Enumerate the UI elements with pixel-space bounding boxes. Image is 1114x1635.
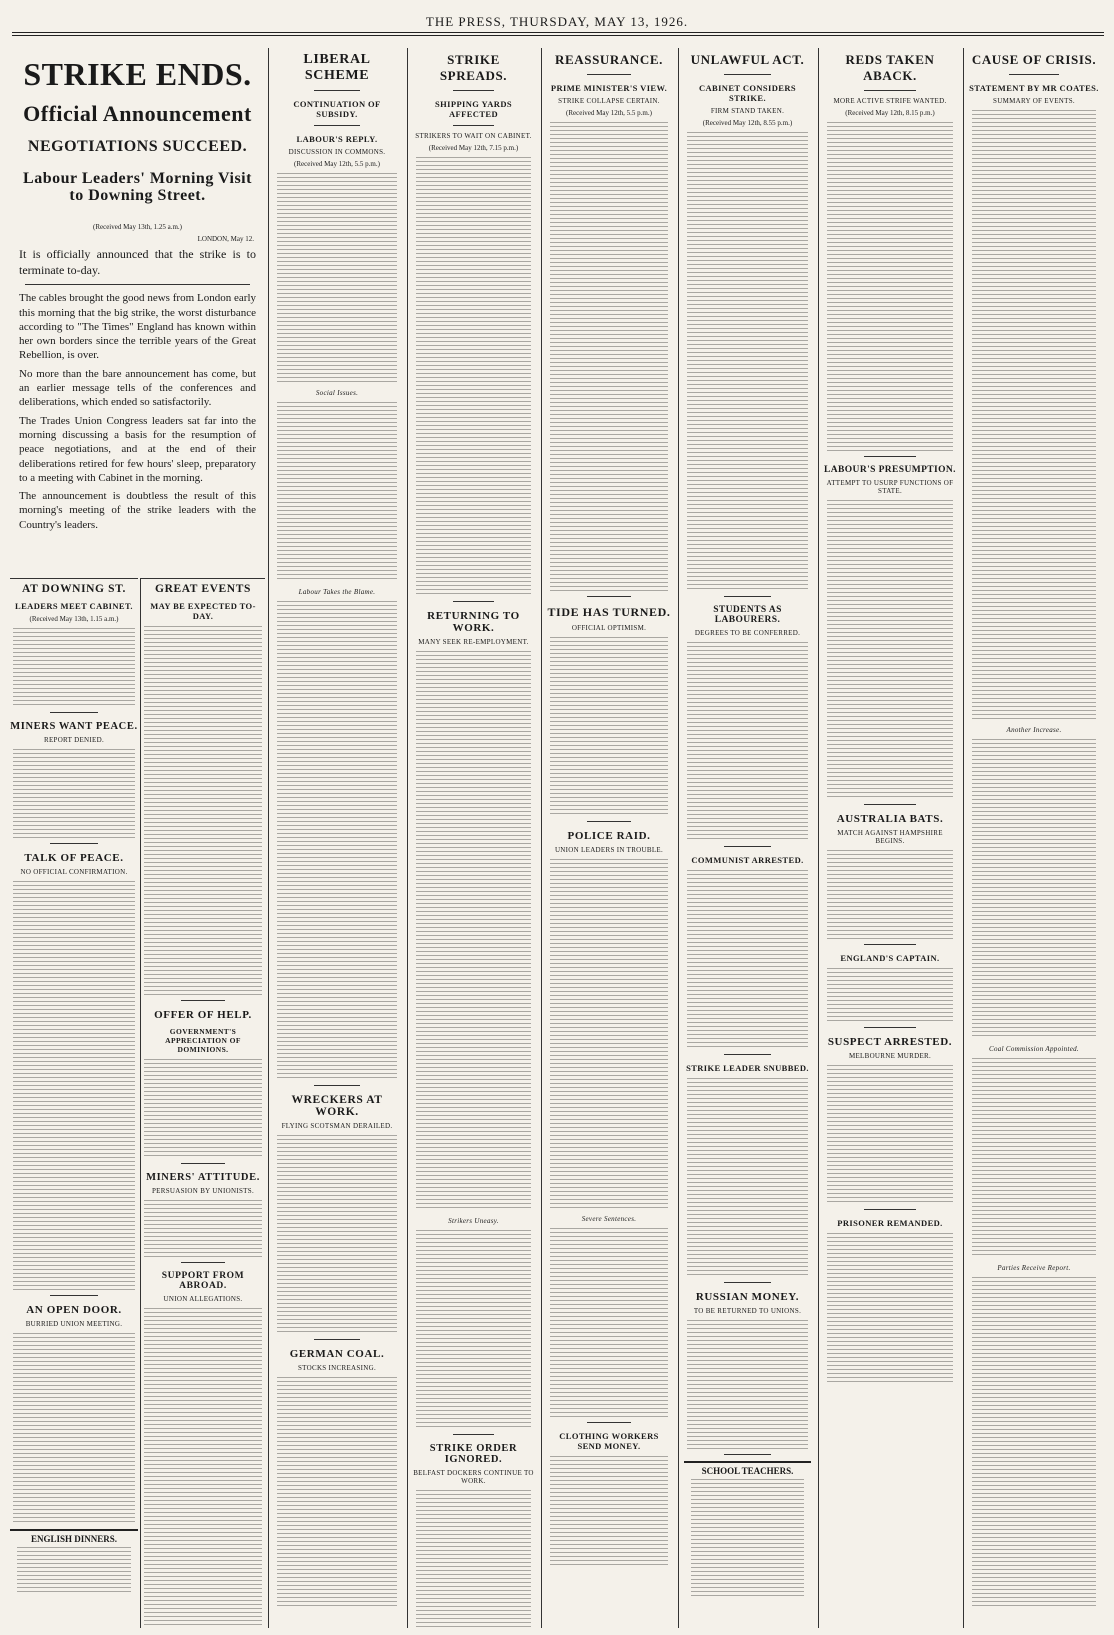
received-line: (Received May 12th, 8.55 p.m.) — [702, 119, 793, 127]
received-line: (Received May 13th, 1.25 a.m.) — [92, 223, 183, 232]
article-text — [144, 626, 262, 996]
divider — [724, 1282, 771, 1283]
strike-leader-snubbed: STRIKE LEADER SNUBBED. — [686, 1063, 809, 1073]
article-text — [687, 132, 808, 592]
article-text — [416, 651, 531, 1211]
no-official-confirmation: NO OFFICIAL CONFIRMATION. — [20, 868, 128, 876]
social-issues: Social Issues. — [315, 389, 359, 397]
support-from-abroad: SUPPORT FROM ABROAD. — [161, 1271, 245, 1291]
divider — [50, 1295, 98, 1296]
official-announcement: Official Announcement — [23, 100, 252, 126]
prime-ministers-view: PRIME MINISTER'S VIEW. — [550, 83, 668, 93]
severe-sentences: Severe Sentences. — [581, 1215, 637, 1223]
received-downing: (Received May 13th, 1.15 a.m.) — [29, 615, 119, 623]
union-leaders-in-trouble: UNION LEADERS IN TROUBLE. — [554, 846, 664, 854]
article-text — [687, 1320, 808, 1450]
column-1 — [10, 48, 265, 1628]
headline-strike-ends: STRIKE ENDS. — [23, 56, 252, 92]
shipping-yards-affected: SHIPPING YARDS AFFECTED — [435, 99, 512, 119]
divider — [587, 74, 631, 75]
to-be-returned: TO BE RETURNED TO UNIONS. — [693, 1307, 802, 1315]
divider — [50, 843, 98, 844]
column-6 — [678, 48, 816, 1628]
summary-of-events: SUMMARY OF EVENTS. — [993, 97, 1075, 105]
article-text — [827, 122, 953, 452]
lede-paragraph: It is officially announced that the strike is to terminate to-day. — [19, 247, 256, 277]
divider — [864, 456, 916, 457]
miners-want-peace: MINERS WANT PEACE. — [10, 721, 138, 732]
cause-of-crisis: CAUSE OF CRISIS. — [971, 52, 1097, 67]
german-coal: GERMAN COAL. — [289, 1348, 385, 1360]
burried-union-meeting: BURRIED UNION MEETING. — [25, 1320, 123, 1328]
belfast-dockers: BELFAST DOCKERS CONTINUE TO WORK. — [413, 1469, 534, 1485]
paragraph-announcement: No more than the bare announcement has come, but an earlier message tells of the conferences and deliberations, which ended so satisfactorily. — [19, 367, 256, 409]
prisoner-remanded: PRISONER REMANDED. — [837, 1218, 943, 1228]
divider — [181, 1262, 225, 1263]
masthead: THE PRESS, THURSDAY, MAY 13, 1926. — [425, 14, 689, 29]
strike-spreads: STRIKE SPREADS. — [439, 52, 508, 83]
article-text — [550, 122, 668, 592]
labours-reply: LABOUR'S REPLY. — [296, 134, 378, 144]
strike-order-ignored: STRIKE ORDER IGNORED. — [429, 1443, 518, 1465]
great-events: GREAT EVENTS — [155, 583, 251, 595]
article-text — [972, 1058, 1096, 1258]
divider — [1009, 74, 1059, 75]
divider — [864, 1027, 916, 1028]
englands-captain: ENGLAND'S CAPTAIN. — [840, 953, 940, 963]
divider — [25, 284, 250, 285]
clothing-workers-send-money: CLOTHING WORKERS SEND MONEY. — [559, 1431, 659, 1451]
divider — [724, 846, 771, 847]
strikers-wait-on-cabinet: STRIKERS TO WAIT ON CABINET. — [415, 132, 532, 140]
labour-leaders-visit: Labour Leaders' Morning Visit to Downing Street. — [23, 170, 252, 205]
divider — [181, 1000, 225, 1001]
degrees-to-be-conferred: DEGREES TO BE CONFERRED. — [694, 629, 801, 637]
australia-bats: AUSTRALIA BATS. — [836, 813, 944, 825]
melbourne-murder: MELBOURNE MURDER. — [848, 1052, 932, 1060]
article-text — [277, 601, 397, 1081]
article-text — [277, 1135, 397, 1335]
many-seek-re-employment: MANY SEEK RE-EMPLOYMENT. — [418, 638, 529, 646]
divider — [453, 125, 494, 126]
divider — [453, 90, 494, 91]
divider — [724, 596, 771, 597]
communist-arrested: COMMUNIST ARRESTED. — [691, 855, 804, 865]
subcolumn-1b — [140, 578, 265, 1628]
column-7 — [818, 48, 961, 1628]
strike-collapse-certain: STRIKE COLLAPSE CERTAIN. — [558, 97, 660, 105]
returning-to-work: RETURNING TO WORK. — [427, 610, 520, 634]
column-4 — [407, 48, 539, 1628]
wreckers-at-work: WRECKERS AT WORK. — [291, 1094, 383, 1118]
masthead-rule-top — [12, 32, 1104, 33]
discussion-in-commons: DISCUSSION IN COMMONS. — [288, 148, 386, 156]
union-allegations: UNION ALLEGATIONS. — [163, 1295, 243, 1303]
article-text — [416, 1490, 531, 1628]
paragraph-meeting: The announcement is doubtless the result of this morning's meeting of the strike leaders with the Country's leaders. — [19, 490, 256, 531]
divider — [314, 90, 360, 91]
may-be-expected: MAY BE EXPECTED TO-DAY. — [150, 601, 256, 621]
column-5 — [541, 48, 676, 1628]
article-text — [972, 739, 1096, 1039]
advertisement — [10, 1529, 138, 1602]
negotiations-succeed: NEGOTIATIONS SUCCEED. — [27, 137, 248, 155]
liberal-scheme: LIBERAL SCHEME — [303, 52, 371, 83]
article-text — [550, 1456, 668, 1566]
subcolumn-1a — [10, 578, 138, 1602]
downing-st-heading: AT DOWNING ST. — [22, 583, 126, 595]
place-line: LONDON, May 12. — [197, 235, 254, 244]
open-door: AN OPEN DOOR. — [26, 1304, 122, 1316]
labour-takes-blame: Labour Takes the Blame. — [298, 588, 376, 596]
divider — [864, 944, 916, 945]
unlawful-act: UNLAWFUL ACT. — [690, 52, 805, 67]
suspect-arrested: SUSPECT ARRESTED. — [827, 1036, 953, 1048]
cabinet-considers-strike: CABINET CONSIDERS STRIKE. — [698, 83, 797, 103]
paragraph-congress: The Trades Union Congress leaders sat far into the morning discussing a basis for the resumption of peace negotiations, and at the end of their deliberations retired for few hours' sleep, preparatory to a meeting with Cabinet in the morning. — [19, 414, 256, 484]
firm-stand-taken: FIRM STAND TAKEN. — [710, 107, 785, 115]
article-text — [827, 1233, 953, 1383]
article-text — [827, 1065, 953, 1205]
masthead-rule-bottom — [12, 35, 1104, 36]
reassurance: REASSURANCE. — [555, 52, 663, 67]
divider — [864, 90, 916, 91]
article-text — [827, 500, 953, 800]
attempt-to-usurp: ATTEMPT TO USURP FUNCTIONS OF STATE. — [826, 479, 954, 495]
article-text — [144, 1059, 262, 1159]
labours-presumption: LABOUR'S PRESUMPTION. — [824, 465, 956, 475]
article-text — [416, 1230, 531, 1430]
divider — [724, 1454, 771, 1455]
strikers-uneasy: Strikers Uneasy. — [448, 1217, 499, 1225]
article-text — [144, 1200, 262, 1258]
divider — [453, 601, 494, 602]
paragraph-cables: The cables brought the good news from London early this morning that the big strike, the worst disturbance according to "The Times" England has known within her own borders since the terrible years of the Great Rebellion, is over. — [19, 292, 256, 362]
article-text — [13, 881, 135, 1291]
divider — [314, 1339, 360, 1340]
leaders-meet-heading: LEADERS MEET CABINET. — [15, 601, 133, 611]
column-3 — [268, 48, 405, 1628]
divider — [50, 712, 98, 713]
official-optimism: OFFICIAL OPTIMISM. — [571, 624, 647, 632]
article-text — [13, 749, 135, 839]
divider — [314, 1085, 360, 1086]
article-text — [972, 1277, 1096, 1607]
article-text — [550, 637, 668, 817]
english-dinners: ENGLISH DINNERS. — [30, 1534, 118, 1544]
coal-commission-appointed: Coal Commission Appointed. — [989, 1045, 1079, 1053]
russian-money: RUSSIAN MONEY. — [695, 1291, 800, 1303]
article-text — [687, 870, 808, 1050]
continuation-of-subsidy: CONTINUATION OF SUBSIDY. — [293, 99, 381, 119]
received-line: (Received May 12th, 5.5 p.m.) — [566, 109, 652, 117]
article-text — [827, 850, 953, 940]
article-text — [550, 859, 668, 1209]
offer-of-help: OFFER OF HELP. — [154, 1009, 252, 1021]
divider — [864, 1209, 916, 1210]
divider — [864, 804, 916, 805]
stocks-increasing: STOCKS INCREASING. — [297, 1364, 376, 1372]
police-raid: POLICE RAID. — [567, 830, 651, 842]
article-text — [277, 173, 397, 383]
received-line: (Received May 12th, 7.15 p.m.) — [428, 144, 519, 152]
ad-text — [17, 1547, 131, 1595]
school-teachers: SCHOOL TEACHERS. — [701, 1466, 794, 1476]
column-8 — [963, 48, 1104, 1628]
tide-has-turned: TIDE HAS TURNED. — [547, 605, 671, 619]
reds-taken-aback: REDS TAKEN ABACK. — [845, 52, 935, 83]
statement-by-coates: STATEMENT BY MR COATES. — [969, 83, 1099, 93]
article-text — [277, 1377, 397, 1607]
divider — [724, 74, 771, 75]
advertisement — [684, 1461, 811, 1606]
article-text — [827, 968, 953, 1023]
flying-scotsman-derailed: FLYING SCOTSMAN DERAILED. — [281, 1122, 393, 1130]
article-text — [687, 1078, 808, 1278]
divider — [453, 1434, 494, 1435]
government-appreciation: GOVERNMENT'S APPRECIATION OF DOMINIONS. — [165, 1027, 241, 1054]
miners-attitude: MINERS' ATTITUDE. — [146, 1172, 260, 1183]
talk-of-peace: TALK OF PEACE. — [24, 852, 124, 864]
article-text — [972, 110, 1096, 720]
article-text — [13, 1333, 135, 1523]
article-text — [144, 1308, 262, 1628]
received-line: (Received May 12th, 8.15 p.m.) — [845, 109, 935, 117]
persuasion-by-unionists: PERSUASION BY UNIONISTS. — [151, 1187, 255, 1195]
more-active-strife: MORE ACTIVE STRIFE WANTED. — [833, 97, 947, 105]
report-denied: REPORT DENIED. — [43, 736, 105, 744]
another-increase: Another Increase. — [1006, 726, 1062, 734]
article-text — [277, 402, 397, 582]
divider — [314, 125, 360, 126]
received-line: (Received May 12th, 5.5 p.m.) — [294, 160, 380, 168]
article-text — [13, 628, 135, 708]
article-text — [550, 1228, 668, 1418]
divider — [181, 1163, 225, 1164]
divider — [587, 596, 631, 597]
match-against-hampshire: MATCH AGAINST HAMPSHIRE BEGINS. — [837, 829, 943, 845]
article-text — [687, 642, 808, 842]
article-text — [416, 157, 531, 597]
divider — [724, 1054, 771, 1055]
divider — [587, 1422, 631, 1423]
divider — [587, 821, 631, 822]
parties-receive-report: Parties Receive Report. — [997, 1264, 1071, 1272]
students-as-labourers: STUDENTS AS LABOURERS. — [713, 605, 782, 625]
ad-text — [691, 1479, 804, 1599]
